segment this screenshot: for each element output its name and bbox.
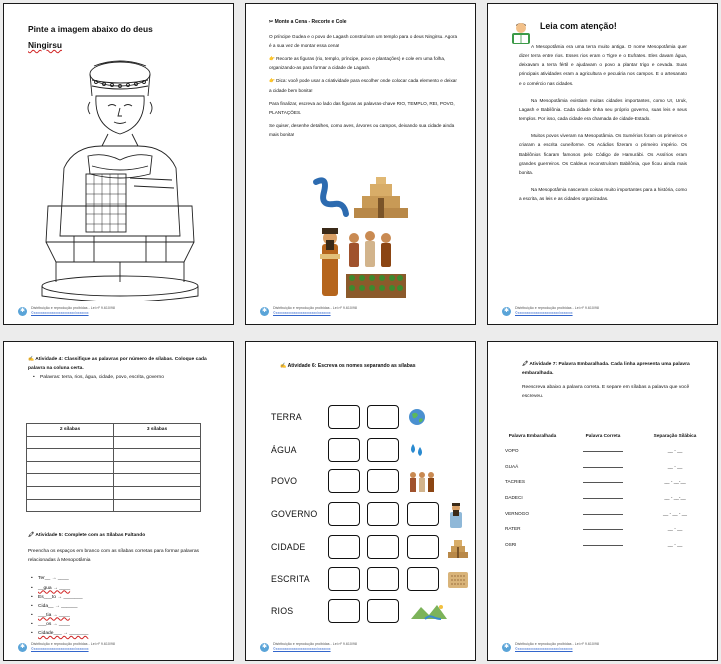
page-2-p3: 👉 Dica: você pode usar a criatividade para escolher onde colocar cada elemento e deixar a cidade bem bonita! xyxy=(269,78,457,93)
page-2-p1: O príncipe Gudea e o povo de Lagash construíram um templo para o deus Ningirsu. Agora é a sua vez de montar essa cena! xyxy=(269,33,458,48)
scrambled-words-table xyxy=(502,432,707,552)
activity-7-title: 🖍 Atividade 7: Palavra Embaralhada. Cada linha apresenta uma palavra embaralhada. xyxy=(522,362,690,377)
page-2-body xyxy=(269,18,459,143)
table-cell[interactable] xyxy=(114,436,201,449)
activity-4-title: ✍ Atividade 4: Classifique as palavras por número de sílabas. Coloque cada palavra na coluna certa. xyxy=(28,357,207,371)
answer-blank[interactable] xyxy=(583,448,623,452)
activity-5-desc: Preencha os espaços em branco com as sílabas corretas para formar palavras relacionadas à Mesopotâmia xyxy=(28,548,199,563)
page-3 xyxy=(487,3,718,325)
page-3-p2: Na Mesopotâmia existiam muitas cidades importantes, como Ur, Uruk, Lagash e Babilônia. Cada cidade tinha seu próprio governo, suas leis e seus templos. Por isso, cada cidade era chamada de cidade-Estado. xyxy=(519,97,687,122)
footer: ✱ Distribuição e reprodução proibidas - Lei nº 9.610/98 ©xxxxxxxxxxxxxxxxxxxxxxx/xxxxxxx xyxy=(503,306,599,316)
syllable-box[interactable] xyxy=(407,502,439,526)
syllable-box[interactable] xyxy=(328,599,360,623)
river-icon xyxy=(316,180,346,214)
footer-logo-icon: ✱ xyxy=(261,644,268,651)
table-row: TACRIES __ - __-__ xyxy=(505,479,686,485)
globe-icon xyxy=(407,407,427,427)
word-label: TERRA xyxy=(271,412,302,422)
word-label: ÁGUA xyxy=(271,445,297,455)
cut-out-figures-illustration xyxy=(310,174,412,302)
activity-7-desc: Reescreva abaixo a palavra correta. E separe em sílabas a palavra que você escreveu. xyxy=(522,385,690,400)
word-label: RIOS xyxy=(271,606,294,616)
answer-blank[interactable] xyxy=(583,542,623,546)
page-2-p5: Se quiser, desenhe detalhes, como aves, árvores ou campos, deixando sua cidade ainda mais bonita! xyxy=(269,123,455,138)
list-item: • ___tia → ____ xyxy=(28,611,213,620)
activity-7 xyxy=(522,360,702,401)
table-cell[interactable] xyxy=(114,461,201,474)
footer: ✱ Distribuição e reprodução proibidas - Lei nº 9.610/98 ©xxxxxxxxxxxxxxxxxxxxxxx/xxxxxxx xyxy=(19,642,115,652)
answer-blank[interactable] xyxy=(583,464,623,468)
table-cell[interactable] xyxy=(27,474,114,487)
ziggurat-icon xyxy=(354,177,408,218)
page-3-body xyxy=(519,42,687,211)
footer: ✱ Distribuição e reprodução proibidas - Lei nº 9.610/98 ©xxxxxxxxxxxxxxxxxxxxxxx/xxxxxxx xyxy=(19,306,115,316)
syllable-box[interactable] xyxy=(328,502,360,526)
table-cell[interactable] xyxy=(27,436,114,449)
list-item: • __gua → ____ xyxy=(28,584,213,593)
list-item: • Cida__ → ______ xyxy=(28,602,213,611)
page-4 xyxy=(3,341,234,661)
page-1 xyxy=(3,3,234,325)
word-row-agua xyxy=(271,438,471,464)
word-row-governo xyxy=(271,502,471,528)
word-label: ESCRITA xyxy=(271,574,310,584)
list-item: • ___os → ____ xyxy=(28,620,213,629)
answer-blank[interactable] xyxy=(583,495,623,499)
list-item: • Ter__ → ____ xyxy=(28,574,213,583)
syllable-table xyxy=(26,423,201,512)
activity-5-title: 🖍 Atividade 5: Complete com as Sílabas Faltando xyxy=(28,533,146,538)
table-cell[interactable] xyxy=(27,499,114,512)
header-scrambled: Palavra Embaralhada xyxy=(508,433,557,438)
table-row: RATER __ - __ xyxy=(505,526,683,532)
table-cell[interactable] xyxy=(114,486,201,499)
activity-5-list xyxy=(28,574,213,637)
col-3-syllables: 3 sílabas xyxy=(114,424,201,437)
table-cell[interactable] xyxy=(114,474,201,487)
crops-icon xyxy=(346,274,406,298)
table-cell[interactable] xyxy=(114,499,201,512)
word-row-povo xyxy=(271,469,471,495)
table-cell[interactable] xyxy=(27,449,114,462)
table-row: OSRI __ - __ xyxy=(505,541,683,547)
syllable-box[interactable] xyxy=(328,438,360,462)
syllable-box[interactable] xyxy=(367,438,399,462)
table-row: VERNOGO __ - __ - __ xyxy=(505,510,687,516)
list-item: • Es___to → _______ xyxy=(28,593,213,602)
footer-logo-icon: ✱ xyxy=(19,308,26,315)
footer-logo-icon: ✱ xyxy=(261,308,268,315)
page-3-p4: Na Mesopotâmia nasceram coisas muito importantes para a história, como a escrita, as leis e as cidades organizadas. xyxy=(519,187,687,202)
page-2-heading: ✂ Monte a Cena - Recorte e Cole xyxy=(269,19,347,25)
page-1-title: Pinte a imagem abaixo do deus Ningirsu xyxy=(28,24,153,50)
syllable-box[interactable] xyxy=(407,567,439,591)
footer: ✱ Distribuição e reprodução proibidas - Lei nº 9.610/98 ©xxxxxxxxxxxxxxxxxxxxxxx/xxxxxxx xyxy=(261,642,357,652)
table-cell[interactable] xyxy=(27,461,114,474)
col-2-syllables: 2 sílabas xyxy=(27,424,114,437)
syllable-box[interactable] xyxy=(367,502,399,526)
word-row-cidade xyxy=(271,535,471,561)
list-item: • Cidade___ → _______ xyxy=(28,629,213,638)
activity-4-words: • Palavras: terra, rios, água, cidade, povo, escrita, governo xyxy=(28,374,213,383)
people-icon xyxy=(407,471,437,493)
syllable-box[interactable] xyxy=(367,567,399,591)
water-drops-icon xyxy=(407,440,427,460)
table-header xyxy=(502,432,707,441)
people-icon xyxy=(349,231,391,267)
word-row-escrita xyxy=(271,567,471,593)
header-correct: Palavra Correta xyxy=(585,433,621,438)
answer-blank[interactable] xyxy=(583,526,623,530)
ningirsu-statue-image xyxy=(34,56,206,301)
word-row-rios xyxy=(271,599,471,625)
page-2-p2: 👉 Recorte as figuras (rio, templo, príncipe, povo e plantações) e cole em uma folha, organizando-as para formar a cidade de Lagash. xyxy=(269,56,446,71)
footer-logo-icon: ✱ xyxy=(503,308,510,315)
table-row: VOPO __ - __ xyxy=(505,448,683,454)
syllable-box[interactable] xyxy=(328,567,360,591)
activity-5 xyxy=(28,532,213,638)
page-2 xyxy=(245,3,476,325)
answer-blank[interactable] xyxy=(583,479,623,483)
syllable-box[interactable] xyxy=(367,469,399,493)
clay-tablet-icon xyxy=(447,571,469,589)
syllable-box[interactable] xyxy=(367,599,399,623)
header-syllables: Separação Silábica xyxy=(653,433,697,438)
page-2-p4: Para finalizar, escreva ao lado das figuras as palavras-chave RIO, TEMPLO, REI, POVO, PLANTAÇÕES. xyxy=(269,100,455,115)
word-row-terra xyxy=(271,405,471,431)
syllable-box[interactable] xyxy=(328,535,360,559)
word-label: GOVERNO xyxy=(271,509,318,519)
footer: ✱ Distribuição e reprodução proibidas - Lei nº 9.610/98 ©xxxxxxxxxxxxxxxxxxxxxxx/xxxxxxx xyxy=(503,642,599,652)
answer-blank[interactable] xyxy=(583,511,623,515)
page-6 xyxy=(487,341,718,661)
ziggurat-icon xyxy=(447,537,469,559)
page-3-title: Leia com atenção! xyxy=(540,21,617,31)
table-cell[interactable] xyxy=(114,449,201,462)
footer-logo-icon: ✱ xyxy=(503,644,510,651)
activity-6-title: ✍ Atividade 6: Escreva os nomes separando as sílabas xyxy=(280,363,416,369)
king-icon xyxy=(320,228,340,296)
word-label: POVO xyxy=(271,476,298,486)
syllable-box[interactable] xyxy=(407,535,439,559)
word-label: CIDADE xyxy=(271,542,306,552)
footer: ✱ Distribuição e reprodução proibidas - Lei nº 9.610/98 ©xxxxxxxxxxxxxxxxxxxxxxx/xxxxxxx xyxy=(261,306,357,316)
table-row: GUAÁ __ - __ xyxy=(505,463,683,469)
activity-4 xyxy=(28,356,213,382)
table-row: DADECI __ - __-__ xyxy=(505,495,686,500)
syllable-box[interactable] xyxy=(367,405,399,429)
syllable-box[interactable] xyxy=(367,535,399,559)
page-3-p3: Muitos povos viveram na Mesopotâmia. Os Sumérios foram os primeiros e criaram a escrita cuneiforme. Os Acádios fizeram o primeiro império. Os Babilônios ficaram famosos pelo Código de Hamurábi. Os Assírios eram grandes guerreiros. Os Caldeus reconstruíram Babilônia, que ficou ainda mais bonita. xyxy=(519,133,687,175)
page-3-p1: A Mesopotâmia era uma terra muito antiga. O nome Mesopotâmia quer dizer terra entre rios. Esses rios eram o Tigre e o Eufrates. Eles davam água, deixavam a terra fértil e ajudavam o povo a plantar trigo e cevada. Suas principais atividades eram a agricultura e pecuária nos campos. E o artesanato e o comércio nas cidades. xyxy=(519,44,687,86)
syllable-box[interactable] xyxy=(328,469,360,493)
footer-logo-icon: ✱ xyxy=(19,644,26,651)
syllable-box[interactable] xyxy=(328,405,360,429)
river-landscape-icon xyxy=(411,603,447,621)
page-5 xyxy=(245,341,476,661)
table-cell[interactable] xyxy=(27,486,114,499)
king-icon xyxy=(447,502,465,528)
